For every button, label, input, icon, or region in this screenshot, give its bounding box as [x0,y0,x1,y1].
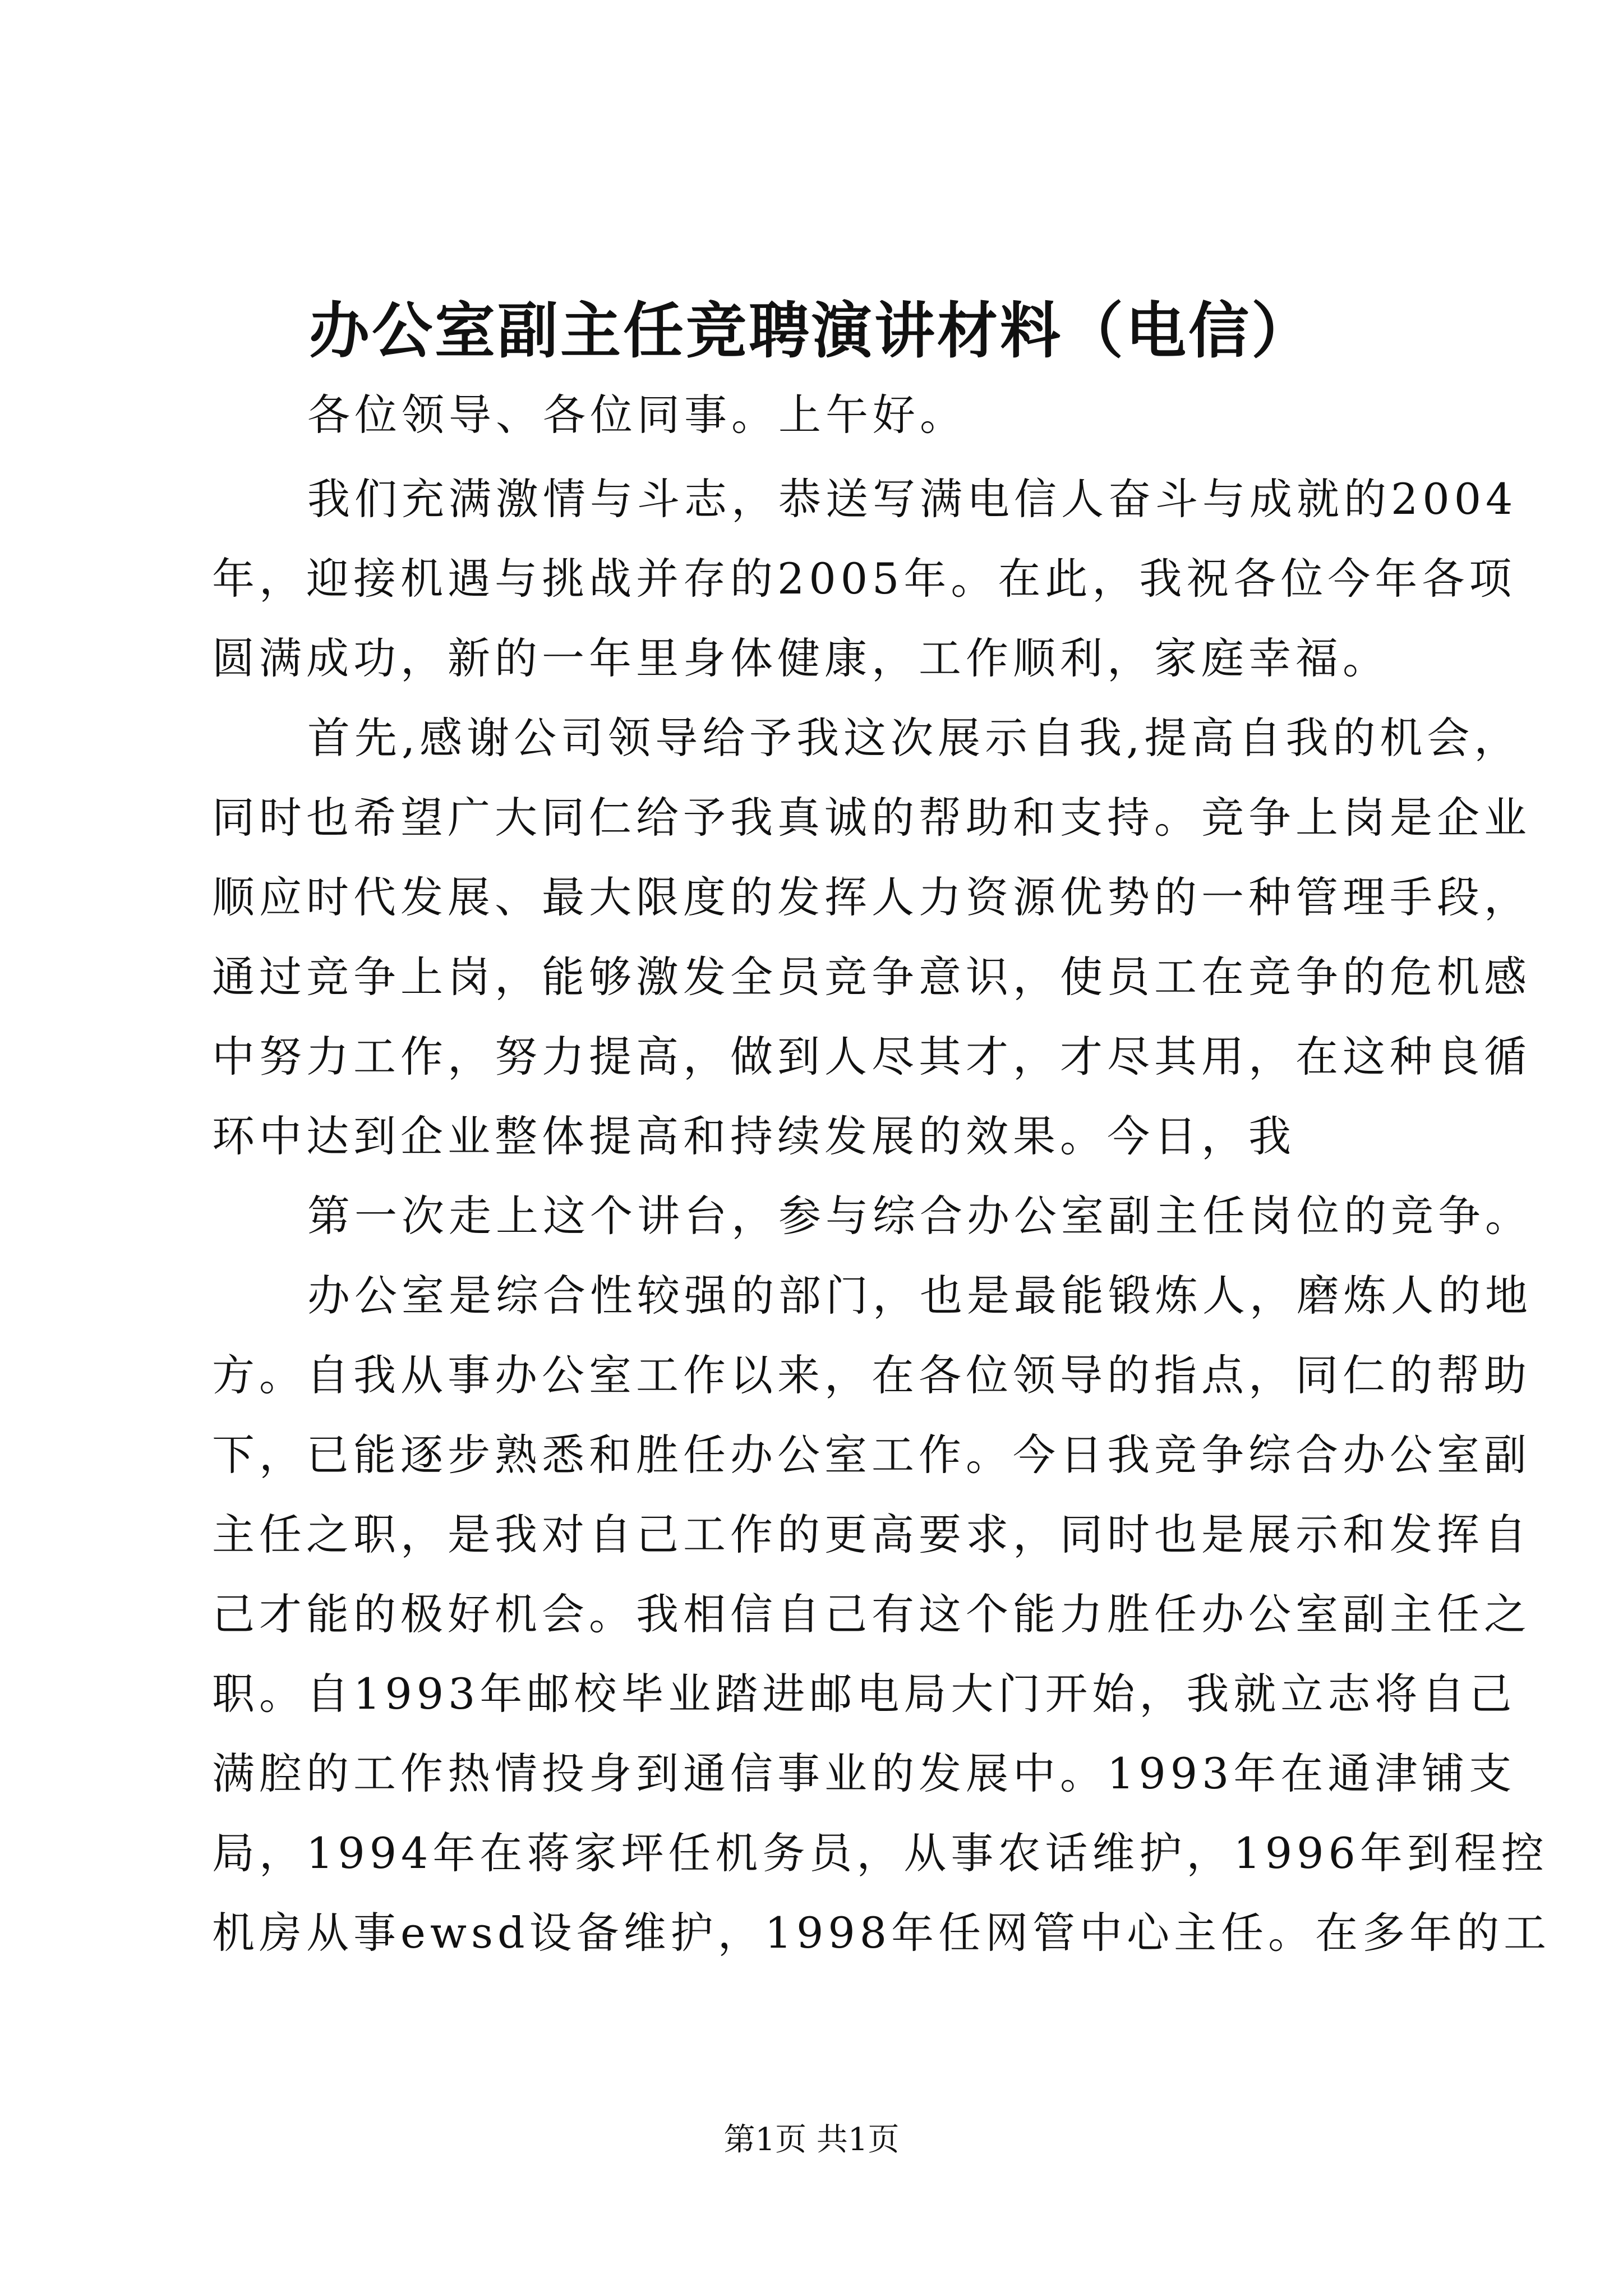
paragraph-line: 圆满成功，新的一年里身体健康，工作顺利，家庭幸福。 [212,633,1390,683]
paragraph-line: 中努力工作，努力提高，做到人尽其才，才尽其用，在这种良循 [212,1032,1531,1082]
paragraph-line: 方。自我从事办公室工作以来，在各位领导的指点，同仁的帮助 [212,1350,1531,1400]
paragraph-line: 职。自1993年邮校毕业踏进邮电局大门开始，我就立志将自己 [212,1669,1516,1719]
paragraph-line: 通过竞争上岗，能够激发全员竞争意识，使员工在竞争的危机感 [212,952,1531,1002]
paragraph-line: 办公室是综合性较强的部门，也是最能锻炼人，磨炼人的地 [307,1271,1532,1320]
paragraph-line: 机房从事ewsd设备维护，1998年任网管中心主任。在多年的工 [212,1908,1551,1958]
paragraph-line: 下，已能逐步熟悉和胜任办公室工作。今日我竞争综合办公室副 [212,1430,1531,1480]
paragraph-line: 顺应时代发展、最大限度的发挥人力资源优势的一种管理手段， [212,872,1531,922]
paragraph-line: 主任之职，是我对自己工作的更高要求，同时也是展示和发挥自 [212,1510,1531,1559]
paragraph-line: 我们充满激情与斗志，恭送写满电信人奋斗与成就的2004 [307,474,1518,524]
page-footer: 第1页 共1页 [723,2122,900,2158]
paragraph-line: 同时也希望广大同仁给予我真诚的帮助和支持。竞争上岗是企业 [212,793,1531,843]
paragraph-line: 首先,感谢公司领导给予我这次展示自我,提高自我的机会， [307,713,1521,763]
paragraph-line: 满腔的工作热情投身到通信事业的发展中。1993年在通津铺支 [212,1749,1516,1798]
paragraph-line: 第一次走上这个讲台，参与综合办公室副主任岗位的竞争。 [307,1191,1532,1241]
document-title: 办公室副主任竞聘演讲材料（电信） [308,296,1314,366]
paragraph-line: 年，迎接机遇与挑战并存的2005年。在此，我祝各位今年各项 [212,554,1516,604]
paragraph-line: 己才能的极好机会。我相信自己有这个能力胜任办公室副主任之 [212,1589,1531,1639]
greeting-line: 各位领导、各位同事。上午好。 [307,390,967,440]
paragraph-line: 环中达到企业整体提高和持续发展的效果。今日，我 [212,1111,1295,1161]
paragraph-line: 局，1994年在蒋家坪任机务员，从事农话维护，1996年到程控 [212,1828,1548,1878]
